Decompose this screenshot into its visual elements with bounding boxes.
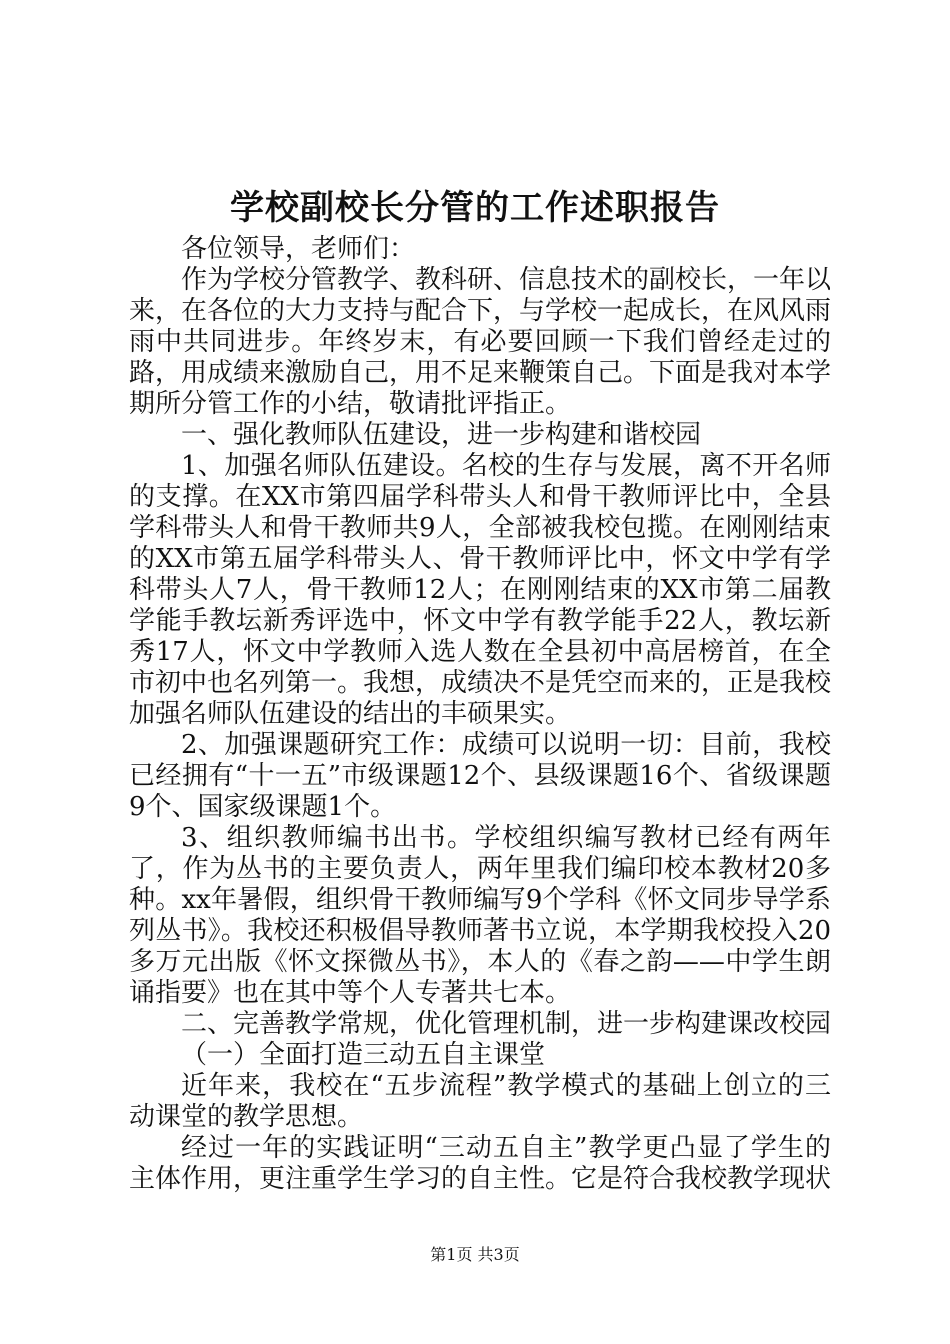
page-number-footer: 第1页 共3页 <box>430 1245 520 1264</box>
paragraph-item-3: 3、组织教师编书出书。学校组织编写教材已经有两年了，作为丛书的主要负责人，两年里我们编印校本教材20多种。xx年暑假，组织骨干教师编写9个学科《怀文同步导学系列丛书》。我校还积极倡导教师著书立说，本学期我校投入20多万元出版《怀文探微丛书》，本人的《春之韵——中学生朗诵指要》也在其中等个人专著共七本。 <box>129 823 831 1008</box>
paragraph-subsection-1b: 经过一年的实践证明“三动五自主”教学更凸显了学生的主体作用，更注重学生学习的自主性。它是符合我校教学现状 <box>129 1133 832 1194</box>
section-heading-2: 二、完善教学常规，优化管理机制，进一步构建课改校园 <box>181 1009 832 1039</box>
subsection-heading-1: （一）全面打造三动五自主课堂 <box>181 1040 546 1070</box>
paragraph-subsection-1a: 近年来，我校在“五步流程”教学模式的基础上创立的三动课堂的教学思想。 <box>129 1071 831 1132</box>
document-body <box>129 234 831 1195</box>
document-title: 学校副校长分管的工作述职报告 <box>230 188 720 228</box>
paragraph-item-2: 2、加强课题研究工作：成绩可以说明一切：目前，我校已经拥有“十一五”市级课题12个、县级课题16个、省级课题9个、国家级课题1个。 <box>129 730 831 822</box>
paragraph-intro: 作为学校分管教学、教科研、信息技术的副校长，一年以来，在各位的大力支持与配合下，与学校一起成长，在风风雨雨中共同进步。年终岁末，有必要回顾一下我们曾经走过的路，用成绩来激励自己，用不足来鞭策自己。下面是我对本学期所分管工作的小结，敬请批评指正。 <box>129 265 832 419</box>
paragraph-item-1: 1、加强名师队伍建设。名校的生存与发展，离不开名师的支撑。在XX市第四届学科带头人和骨干教师评比中，全县学科带头人和骨干教师共9人，全部被我校包揽。在刚刚结束的XX市第五届学科带头人、骨干教师评比中，怀文中学有学科带头人7人，骨干教师12人；在刚刚结束的XX市第二届教学能手教坛新秀评选中，怀文中学有教学能手22人，教坛新秀17人，怀文中学教师入选人数在全县初中高居榜首，在全市初中也名列第一。我想，成绩决不是凭空而来的，正是我校加强名师队伍建设的结出的丰硕果实。 <box>129 451 832 729</box>
paragraph-salutation: 各位领导，老师们： <box>181 234 416 264</box>
section-heading-1: 一、强化教师队伍建设，进一步构建和谐校园 <box>181 420 702 450</box>
